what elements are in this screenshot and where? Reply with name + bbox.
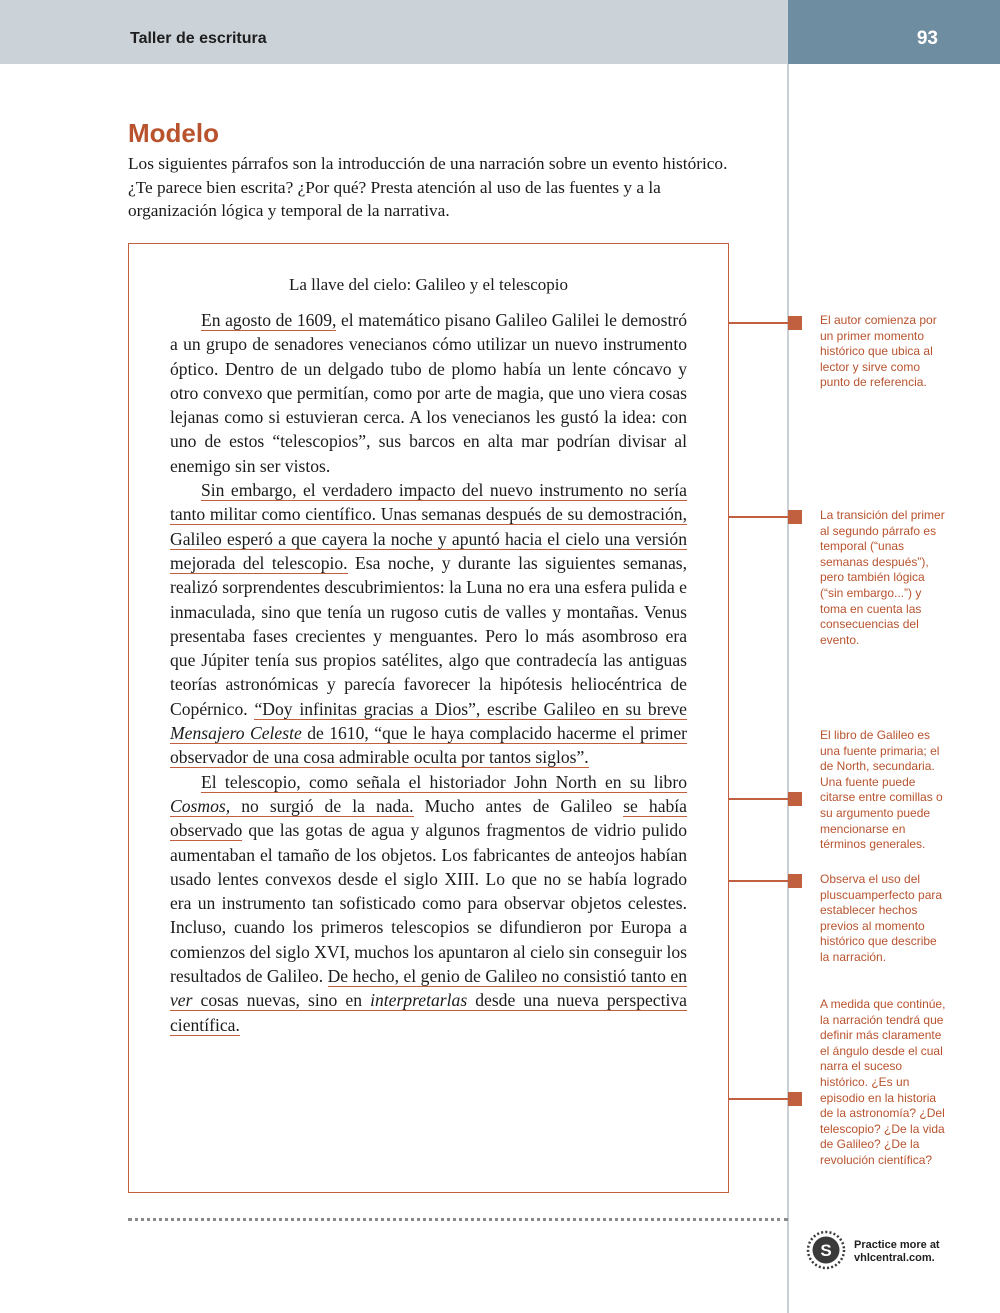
book-title: Mensajero Celeste [170,723,302,744]
section-title: Taller de escritura [130,30,267,47]
paragraph-text: Esa noche, y durante las siguientes semanas, realizó sorprendentes descubrimientos: la Luna no era una esfera pulida e inmaculada, sino que tenía un rugoso cutis de valles y montañas. Venus presentaba fases crecientes y menguantes. Pero lo más asombroso era que Júpiter tenía sus propios satélites, algo que contradecía las antiguas teorías astronómicas y parecía favorecer la hipótesis heliocéntrica de Copérnico. [170,552,687,719]
page-number: 93 [916,28,938,49]
paragraph-text: que las gotas de agua y algunos fragmentos de vidrio pulido aumentaban el tamaño de los objetos. Los fabricantes de anteojos habían usado lentes convexos desde el siglo XIII. Lo que no se había logrado era un instrumento tan sofisticado como para observar objetos celestes. Incluso, cuando los primeros telescopios se difundieron por Europa a comienzos del siglo XVI, muchos los apuntaron al cielo sin conseguir los resultados de Galileo. [170,820,687,987]
paragraph-text: Mucho antes de Galileo [413,795,624,816]
annotation-marker [788,792,802,806]
page-number-tab [788,0,1000,64]
practice-more-link[interactable] [806,1230,956,1274]
article-paragraph-1 [170,308,687,478]
highlight-transition: Sin embargo, el verdadero impacto del nuevo instrumento no sería tanto militar como científico. Unas semanas después de su demostración, Galileo esperó a que cayera la noche y apuntó hacia el cielo una versión mejorada del telescopio. [170,480,687,573]
annotation-connector [729,798,789,800]
annotation-marker [788,874,802,888]
highlight-date: En agosto de 1609, [201,310,337,330]
annotation-connector [729,1098,789,1100]
supersite-logo-icon [806,1230,846,1270]
conclusion-text: cosas nuevas, sino en [192,990,371,1011]
annotation-note-1: El autor comienza por un primer momento histórico que ubica al lector y sirve como punto de referencia. [820,313,937,390]
header-bar [0,0,788,64]
footer-divider [128,1218,788,1221]
paragraph-text: el matemático pisano Galileo Galilei le demostró a un grupo de senadores venecianos cómo utilizar un nuevo instrumento óptico. Dentro de un delgado tubo de plomo había un lente cóncavo y otro convexo que permitían, como por arte de magia, que uno viera cosas lejanas como si estuvieran cerca. A los venecianos les gustó la idea: con uno de estos “telescopios”, sus barcos en alta mar podrían divisar al enemigo sin ser vistos. [170,310,687,476]
annotation-connector [729,880,789,882]
highlight-pluperfect: se había observado [170,795,687,841]
footer-text [854,1239,940,1265]
footer-line-2: vhlcentral.com. [854,1252,935,1264]
article-body [170,308,687,1037]
source-text: El telescopio, como señala el historiador John North en su libro [201,771,687,792]
annotation-connector [729,516,789,518]
conclusion-text: De hecho, el genio de Galileo no consistió tanto en [327,966,687,987]
quote-text: “Doy infinitas gracias a Dios”, escribe Galileo en su breve [254,698,687,719]
annotation-marker [788,510,802,524]
article-paragraph-3 [170,770,687,1037]
section-heading: Modelo [128,118,219,148]
annotation-connector [729,322,789,324]
source-text: no surgió de la nada. [230,795,414,816]
article-paragraph-2 [170,478,687,770]
emphasis: ver [170,990,193,1011]
intro-paragraph: Los siguientes párrafos son la introducción de una narración sobre un evento histórico. ¿Te parece bien escrita? ¿Por qué? Presta atención al uso de las fuentes y a la organización lógica y temporal de la narrativa. [128,154,728,220]
annotation-note-3: El libro de Galileo es una fuente primaria; el de North, secundaria. Una fuente puede citarse entre comillas o su argumento puede mencionarse en términos generales. [820,728,943,852]
footer-line-1: Practice more at [854,1239,940,1251]
margin-divider [787,64,789,1313]
annotation-note-4: Observa el uso del pluscuamperfecto para establecer hechos previos al momento histórico que describe la narración. [820,872,943,964]
annotation-note-5: A medida que continúe, la narración tendrá que definir más claramente el ángulo desde el cual narra el suceso histórico. ¿Es un episodio en la historia de la astronomía? ¿Del telescopio? ¿De la vida de Galileo? ¿De la revolución científica? [820,997,946,1167]
book-title: Cosmos, [170,795,231,816]
conclusion-text: desde una nueva perspectiva científica. [170,990,687,1035]
article-title: La llave del cielo: Galileo y el telescopio [289,275,568,294]
emphasis: interpretarlas [370,990,468,1011]
annotation-marker [788,316,802,330]
quote-text: de 1610, “que le haya complacido hacerme el primer observador de una cosa admirable oculta por tantos siglos”. [170,723,687,768]
annotation-note-2: La transición del primer al segundo párrafo es temporal (“unas semanas después”), pero también lógica (“sin embargo...”) y toma en cuenta las consecuencias del evento. [820,508,945,647]
annotation-marker [788,1092,802,1106]
logo-letter: S [820,1241,832,1260]
